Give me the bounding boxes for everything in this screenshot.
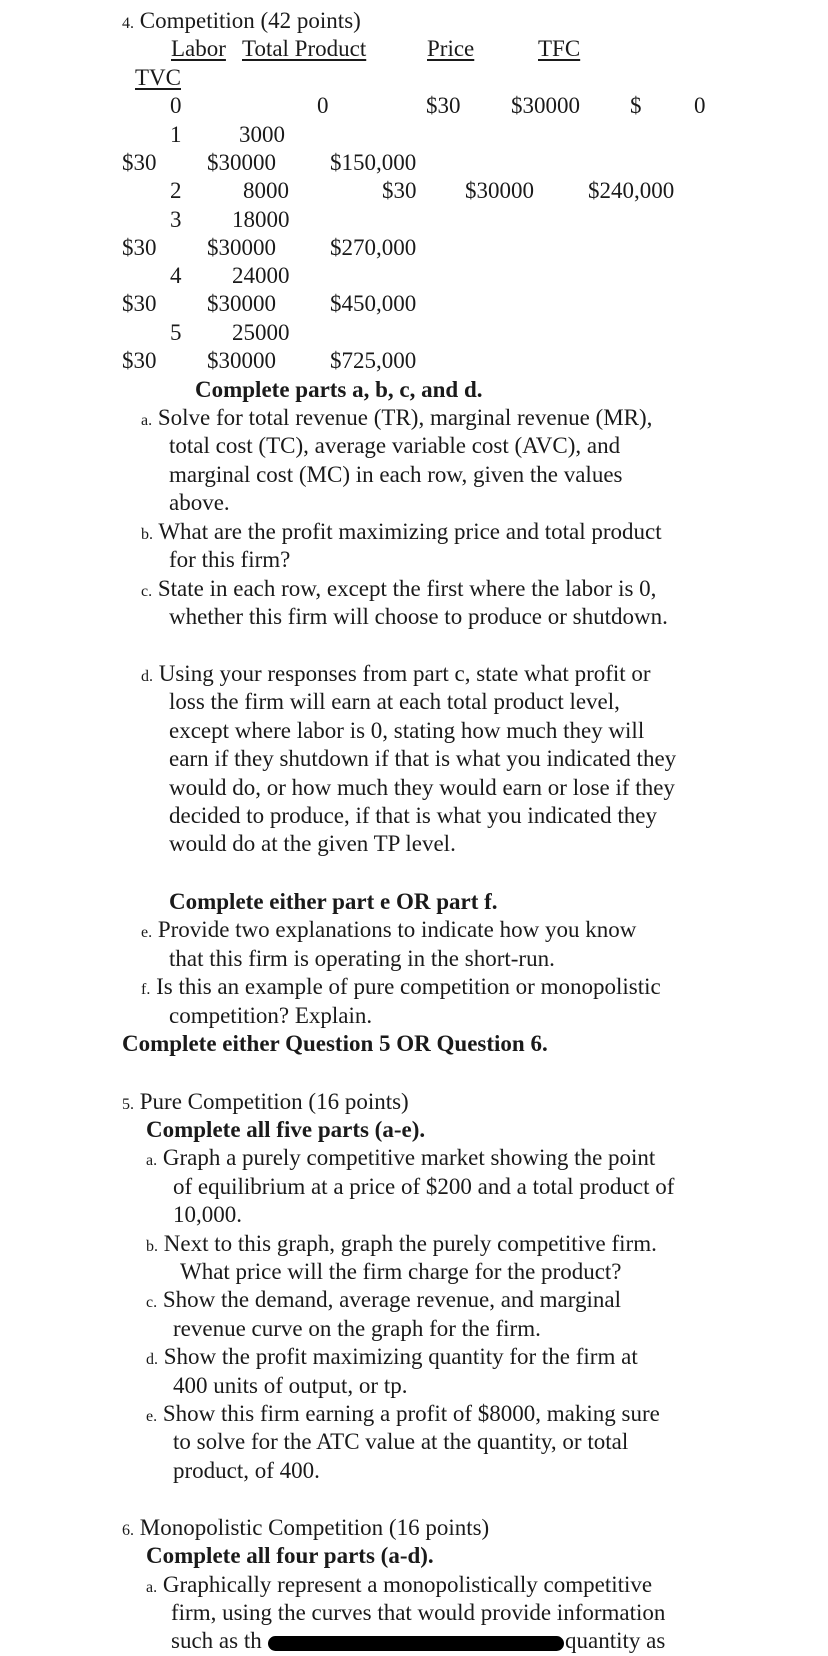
question-5-instruction: Complete all five parts (a-e). xyxy=(146,1117,426,1142)
part-marker: a. xyxy=(141,412,153,429)
question-5-heading xyxy=(122,1088,409,1119)
header-tfc: TFC xyxy=(538,36,581,61)
choose-question-instruction: Complete either Question 5 OR Question 6. xyxy=(122,1031,548,1056)
part-marker: f. xyxy=(141,981,151,998)
cell-labor: 2 xyxy=(170,178,182,203)
part-marker: c. xyxy=(146,1294,158,1311)
part-text-line: would do at the given TP level. xyxy=(169,831,456,856)
question-title: Competition (42 points) xyxy=(139,8,361,33)
part-text-line: What price will the firm charge for the product? xyxy=(180,1259,622,1284)
cell-price: $30 xyxy=(122,348,157,373)
instruction-ef: Complete either part e OR part f. xyxy=(169,889,498,914)
part-marker: b. xyxy=(141,526,153,543)
cell-tvc-currency: $ xyxy=(630,93,642,118)
cell-tfc: $30000 xyxy=(207,348,276,373)
part-text-line: such as th xyxy=(171,1628,262,1653)
part-text-line: 10,000. xyxy=(173,1202,242,1227)
cell-tvc: $450,000 xyxy=(330,291,417,316)
redaction-mark xyxy=(268,1636,564,1651)
part-text-line: for this firm? xyxy=(169,547,291,572)
question-number: 4. xyxy=(122,15,134,32)
part-marker: b. xyxy=(146,1238,158,1255)
part-text-line: Using your responses from part c, state what profit or xyxy=(158,661,651,686)
cell-total-product: 18000 xyxy=(232,207,290,232)
cell-total-product: 3000 xyxy=(239,122,285,147)
header-price: Price xyxy=(427,36,475,61)
part-text-line: quantity as xyxy=(565,1628,666,1653)
part-text-line: Show the profit maximizing quantity for the firm at xyxy=(163,1344,638,1369)
cell-tfc: $30000 xyxy=(511,93,580,118)
part-text-line: State in each row, except the first where the labor is 0, xyxy=(157,576,657,601)
question-6-instruction: Complete all four parts (a-d). xyxy=(146,1543,434,1568)
part-marker: e. xyxy=(141,924,153,941)
cell-total-product: 8000 xyxy=(243,178,289,203)
cell-labor: 1 xyxy=(170,122,182,147)
part-marker: d. xyxy=(141,668,153,685)
part-text-line: decided to produce, if that is what you indicated they xyxy=(169,803,657,828)
part-text-line: Show the demand, average revenue, and marginal xyxy=(162,1287,621,1312)
cell-tfc: $30000 xyxy=(465,178,534,203)
part-text-line: to solve for the ATC value at the quantity, or total xyxy=(173,1429,629,1454)
header-labor: Labor xyxy=(171,36,226,61)
cell-tvc: 0 xyxy=(694,93,706,118)
cell-price: $30 xyxy=(122,291,157,316)
instruction-abcd: Complete parts a, b, c, and d. xyxy=(195,377,483,402)
cell-price: $30 xyxy=(426,93,461,118)
part-marker: e. xyxy=(146,1408,158,1425)
question-6-heading xyxy=(122,1514,489,1545)
part-marker: c. xyxy=(141,583,153,600)
part-marker: a. xyxy=(146,1579,158,1596)
cell-labor: 5 xyxy=(170,320,182,345)
part-text-line: that this firm is operating in the short-run. xyxy=(169,946,555,971)
cell-total-product: 24000 xyxy=(232,263,290,288)
cell-total-product: 25000 xyxy=(232,320,290,345)
cell-price: $30 xyxy=(122,235,157,260)
part-text-line: marginal cost (MC) in each row, given the values xyxy=(169,462,623,487)
cell-tvc: $725,000 xyxy=(330,348,417,373)
part-text-line: of equilibrium at a price of $200 and a total product of xyxy=(173,1174,675,1199)
part-text-line: total cost (TC), average variable cost (AVC), and xyxy=(169,433,621,458)
cell-labor: 4 xyxy=(170,263,182,288)
header-total-product: Total Product xyxy=(242,36,367,61)
part-text-line: 400 units of output, or tp. xyxy=(173,1373,408,1398)
cell-tfc: $30000 xyxy=(207,235,276,260)
part-text-line: Show this firm earning a profit of $8000, making sure xyxy=(162,1401,660,1426)
cell-tfc: $30000 xyxy=(207,291,276,316)
cell-total-product: 0 xyxy=(317,93,329,118)
question-number: 6. xyxy=(122,1522,134,1539)
question-title: Monopolistic Competition (16 points) xyxy=(139,1515,490,1540)
part-text-line: earn if they shutdown if that is what you indicated they xyxy=(169,746,677,771)
cell-tfc: $30000 xyxy=(207,150,276,175)
header-tvc: TVC xyxy=(135,65,181,90)
cell-price: $30 xyxy=(382,178,417,203)
part-text-line: loss the firm will earn at each total product level, xyxy=(169,689,620,714)
part-marker: a. xyxy=(146,1152,158,1169)
cell-price: $30 xyxy=(122,150,157,175)
cell-tvc: $150,000 xyxy=(330,150,417,175)
part-text-line: product, of 400. xyxy=(173,1458,320,1483)
part-text-line: Graphically represent a monopolistically competitive xyxy=(162,1572,653,1597)
cell-labor: 0 xyxy=(170,93,182,118)
part-text-line: whether this firm will choose to produce or shutdown. xyxy=(169,604,668,629)
part-text-line: Is this an example of pure competition or monopolistic xyxy=(156,974,661,999)
part-text-line: Solve for total revenue (TR), marginal revenue (MR), xyxy=(157,405,653,430)
part-text-line: What are the profit maximizing price and total product xyxy=(158,519,662,544)
part-text-line: competition? Explain. xyxy=(169,1003,373,1028)
question-title: Pure Competition (16 points) xyxy=(139,1089,409,1114)
part-text-line: Next to this graph, graph the purely competitive firm. xyxy=(163,1231,657,1256)
cell-tvc: $240,000 xyxy=(588,178,675,203)
question-4-heading xyxy=(122,7,361,38)
part-marker: d. xyxy=(146,1351,158,1368)
part-text-line: except where labor is 0, stating how much they will xyxy=(169,718,645,743)
part-text-line: revenue curve on the graph for the firm. xyxy=(173,1316,541,1341)
part-text-line: would do, or how much they would earn or lose if they xyxy=(169,775,675,800)
part-text-line: above. xyxy=(169,490,230,515)
cell-tvc: $270,000 xyxy=(330,235,417,260)
part-text-line: Provide two explanations to indicate how you know xyxy=(157,917,637,942)
question-number: 5. xyxy=(122,1096,134,1113)
part-text-line: firm, using the curves that would provide information xyxy=(171,1600,666,1625)
part-text-line: Graph a purely competitive market showing the point xyxy=(162,1145,656,1170)
cell-labor: 3 xyxy=(170,207,182,232)
